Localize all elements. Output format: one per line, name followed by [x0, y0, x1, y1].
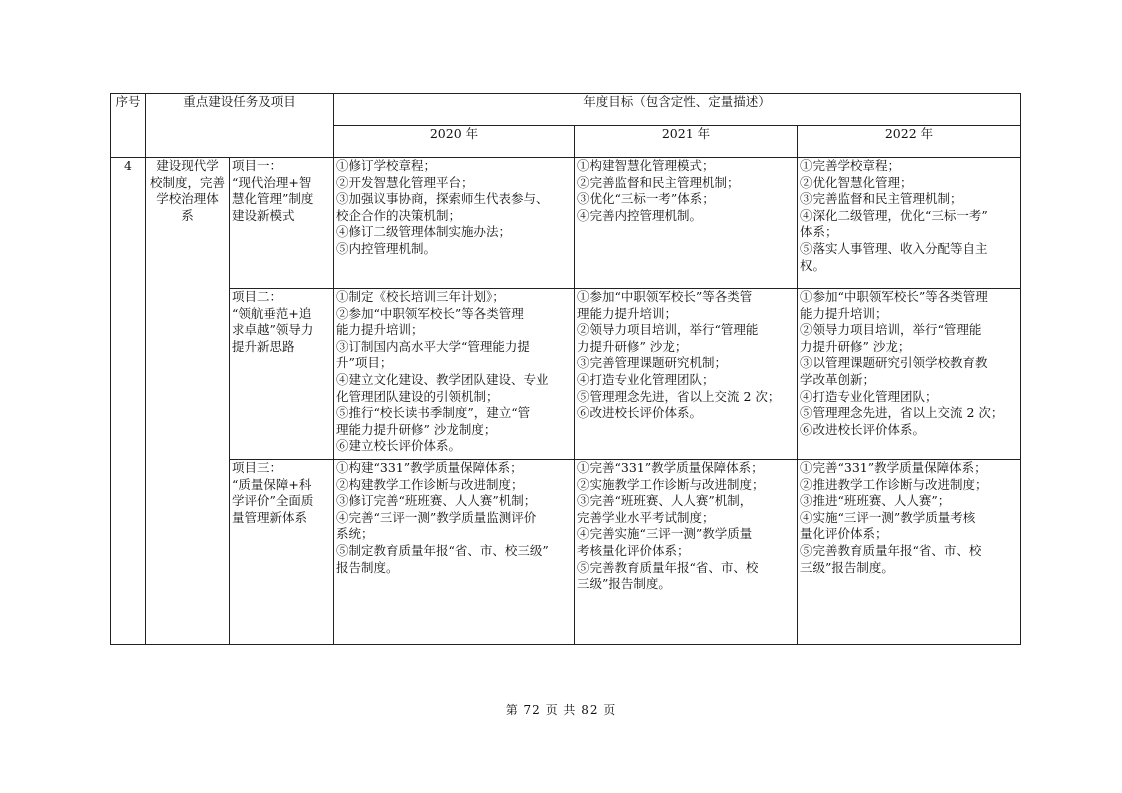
- goal-line: ④完善“三评一测”教学质量监测评价: [336, 509, 537, 525]
- goal-line: 权。: [800, 257, 826, 273]
- goal-line: ②实施教学工作诊断与改进制度；: [577, 476, 765, 492]
- goal-line: ①完善“331”教学质量保障体系；: [800, 460, 987, 475]
- category-cell: [146, 158, 230, 645]
- goal-line: ④修订二级管理体制实施办法；: [336, 224, 512, 240]
- project-name-line: 学评价”全面质: [232, 493, 314, 509]
- project-3-goal-2021: [575, 460, 798, 645]
- goal-line: ①制定《校长培训三年计划》；: [336, 289, 505, 304]
- project-2-goal-2021: [575, 289, 798, 460]
- goal-line: 三级”报告制度。: [800, 559, 894, 575]
- goal-line: ⑤推行“校长读书季制度”，建立“管: [336, 405, 531, 421]
- project-2-goal-2022: [798, 289, 1021, 460]
- goal-line: ③完善监督和民主管理机制；: [800, 191, 963, 207]
- goal-line: ⑤内控管理机制。: [336, 240, 437, 256]
- goal-line: ①参加“中职领军校长”等各类管: [577, 289, 753, 304]
- goal-line: 理能力提升研修” 沙龙制度；: [336, 421, 497, 437]
- project-name-line: “领航垂范+追: [232, 305, 312, 321]
- goal-line: ⑥改进校长评价体系。: [577, 405, 703, 421]
- goal-line: ①构建智慧化管理模式；: [577, 158, 715, 173]
- project-name-line: 求卓越”领导力: [232, 322, 314, 338]
- goal-line: 校企合作的决策机制；: [336, 207, 462, 223]
- category-line: 系: [181, 207, 194, 223]
- goal-line: ①完善学校章程；: [800, 158, 901, 173]
- goal-line: ⑤管理理念先进，省以上交流 2 次；: [577, 388, 781, 404]
- goal-line: ④实施“三评一测”教学质量考核: [800, 509, 976, 525]
- goal-line: ⑤管理理念先进，省以上交流 2 次；: [800, 405, 1004, 421]
- project-1-goal-2020: [334, 158, 575, 289]
- goal-line: 能力提升培训；: [336, 322, 424, 338]
- plan-table: [110, 93, 1021, 645]
- goal-line: ③推进“班班赛、人人赛”；: [800, 493, 951, 509]
- goal-line: ①完善“331”教学质量保障体系；: [577, 460, 764, 475]
- project-name-line: 量管理新体系: [232, 509, 308, 525]
- category-line: 建设现代学: [156, 158, 219, 173]
- goal-line: ④建立文化建设、教学团队建设、专业: [336, 371, 549, 387]
- header-seq: 序号: [111, 94, 146, 158]
- goal-line: ①参加“中职领军校长”等各类管理: [800, 289, 988, 304]
- goal-line: ②领导力项目培训，举行“管理能: [800, 322, 982, 338]
- goal-line: ②优化智慧化管理；: [800, 174, 913, 190]
- goal-line: ②开发智慧化管理平台；: [336, 174, 474, 190]
- goal-line: 化管理团队建设的引领机制；: [336, 388, 499, 404]
- header-annual-goal: 年度目标（包含定性、定量描述）: [334, 94, 1021, 126]
- project-2-name: [230, 289, 334, 460]
- goal-line: ③订制国内高水平大学“管理能力提: [336, 338, 530, 354]
- project-name-line: 项目三：: [232, 460, 283, 475]
- goal-line: ③优化“三标一考”体系；: [577, 191, 715, 207]
- project-1-goal-2021: [575, 158, 798, 289]
- project-name-line: 慧化管理”制度: [232, 191, 314, 207]
- goal-line: ④打造专业化管理团队；: [800, 388, 938, 404]
- goal-line: 三级”报告制度。: [577, 576, 671, 592]
- page-footer: 第 72 页 共 82 页: [505, 703, 617, 717]
- goal-line: ④完善内控管理机制。: [577, 207, 703, 223]
- project-1-name: [230, 158, 334, 289]
- category-line: 校制度，完善: [149, 174, 225, 190]
- goal-line: ③以管理课题研究引领学校教育教: [800, 355, 988, 371]
- goal-line: 能力提升培训；: [800, 305, 888, 321]
- project-3-goal-2020: [334, 460, 575, 645]
- goal-line: ⑤落实人事管理、收入分配等自主: [800, 240, 988, 256]
- project-name-line: 项目一：: [232, 158, 283, 173]
- header-year-2020: 2020 年: [334, 126, 575, 158]
- row-number: 4: [111, 158, 146, 645]
- goal-line: 报告制度。: [336, 559, 399, 575]
- goal-line: ⑤制定教育质量年报“省、市、校三级”: [336, 542, 549, 558]
- header-year-2021: 2021 年: [575, 126, 798, 158]
- project-name-line: 项目二：: [232, 289, 283, 304]
- goal-line: ③完善管理课题研究机制；: [577, 355, 728, 371]
- goal-line: ②推进教学工作诊断与改进制度；: [800, 476, 988, 492]
- goal-line: ⑤完善教育质量年报“省、市、校: [577, 559, 759, 575]
- goal-line: ②完善监督和民主管理机制；: [577, 174, 740, 190]
- goal-line: ⑤完善教育质量年报“省、市、校: [800, 542, 982, 558]
- goal-line: ④打造专业化管理团队；: [577, 371, 715, 387]
- goal-line: ①构建“331”教学质量保障体系；: [336, 460, 523, 475]
- goal-line: ③修订完善“班班赛、人人赛”机制；: [336, 493, 537, 509]
- goal-line: 学改革创新；: [800, 371, 876, 387]
- goal-line: ②领导力项目培训，举行“管理能: [577, 322, 759, 338]
- header-task: 重点建设任务及项目: [146, 94, 334, 158]
- project-3-goal-2022: [798, 460, 1021, 645]
- project-name-line: 提升新思路: [232, 338, 295, 354]
- goal-line: 升”项目；: [336, 355, 393, 371]
- goal-line: 完善学业水平考试制度；: [577, 509, 715, 525]
- project-1-goal-2022: [798, 158, 1021, 289]
- goal-line: 体系；: [800, 224, 838, 240]
- goal-line: ③完善“班班赛、人人赛”机制，: [577, 493, 753, 509]
- goal-line: ⑥建立校长评价体系。: [336, 438, 462, 454]
- goal-line: 力提升研修” 沙龙；: [800, 338, 911, 354]
- goal-line: 力提升研修” 沙龙；: [577, 338, 688, 354]
- goal-line: ②参加“中职领军校长”等各类管理: [336, 305, 524, 321]
- project-name-line: 建设新模式: [232, 207, 295, 223]
- goal-line: 理能力提升培训；: [577, 305, 678, 321]
- project-3-name: [230, 460, 334, 645]
- goal-line: 考核量化评价体系；: [577, 542, 690, 558]
- goal-line: ⑥改进校长评价体系。: [800, 421, 926, 437]
- goal-line: ②构建教学工作诊断与改进制度；: [336, 476, 524, 492]
- header-year-2022: 2022 年: [798, 126, 1021, 158]
- goal-line: ④深化二级管理，优化“三标一考”: [800, 207, 988, 223]
- project-2-goal-2020: [334, 289, 575, 460]
- goal-line: ④完善实施“三评一测”教学质量: [577, 526, 753, 542]
- goal-line: 量化评价体系；: [800, 526, 888, 542]
- goal-line: ③加强议事协商，探索师生代表参与、: [336, 191, 549, 207]
- project-name-line: “现代治理+智: [232, 174, 312, 190]
- project-name-line: “质量保障+科: [232, 476, 312, 492]
- category-line: 学校治理体: [156, 191, 219, 207]
- goal-line: 系统；: [336, 526, 374, 542]
- goal-line: ①修订学校章程；: [336, 158, 437, 173]
